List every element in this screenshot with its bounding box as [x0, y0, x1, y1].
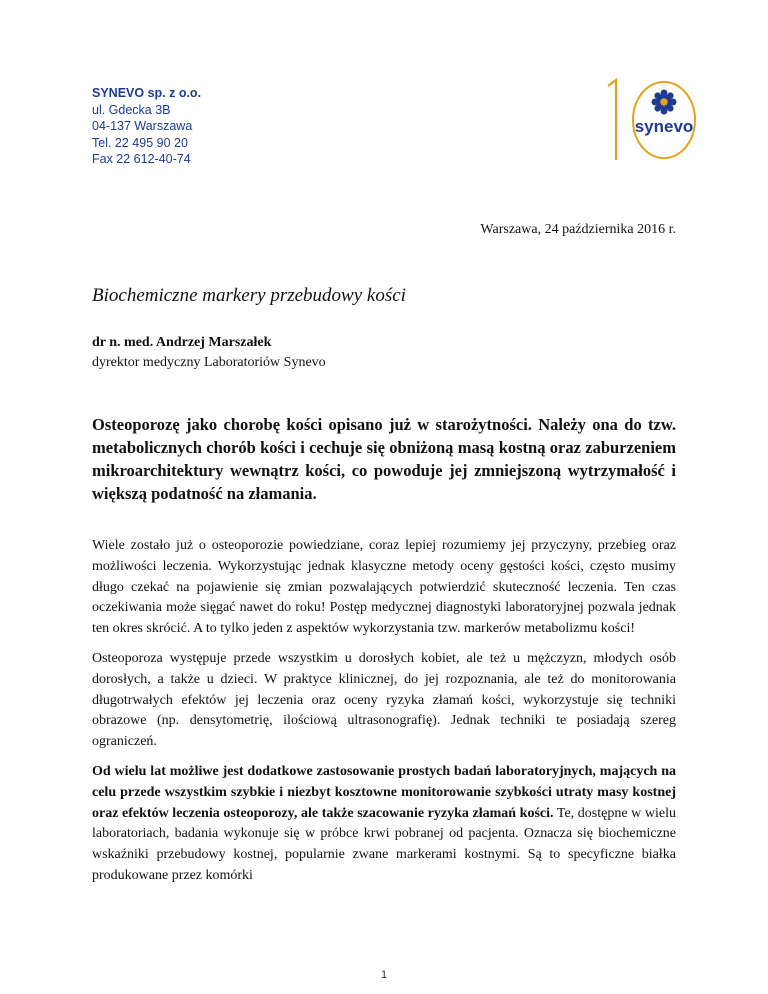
- company-fax: Fax 22 612-40-74: [92, 152, 191, 166]
- author-name: dr n. med. Andrzej Marszałek: [92, 335, 272, 350]
- page-number: 1: [380, 969, 388, 981]
- paragraph-3-bold: Od wielu lat możliwe jest dodatkowe zastosowanie prostych badań laboratoryjnych, mających na celu przede wszystkim szybkie i niezbyt kosztowne monitorowanie szybkości utraty masy kostnej oraz efektów leczenia osteoporozy, ale także szacowanie ryzyka złamań kości.: [92, 763, 676, 821]
- company-street: ul. Gdecka 3B: [92, 102, 171, 117]
- author-role: dyrektor medyczny Laboratoriów Synevo: [92, 355, 326, 370]
- paragraph-2: Osteoporoza występuje przede wszystkim u dorosłych kobiet, ale też u mężczyzn, młodych osób dorosłych, a także u dzieci. W praktyce klinicznej, do jej rozpoznania, ale też do monitorowania długotrwałych efektów jej leczenia oraz oceny ryzyka złamań kości, wykorzystuje się techniki obrazowe (np. densytometrię, ilościową ultrasonografię). Jednak techniki te posiadają szereg ograniczeń.: [92, 650, 676, 750]
- paragraph-3: [92, 762, 676, 887]
- paragraph-1: Wiele zostało już o osteoporozie powiedziane, coraz lepiej rozumiemy jej przyczyny, przebieg oraz możliwości leczenia. Wykorzystując jednak klasyczne metody oceny gęstości kości, często musimy długo czekać na pojawienie się zmian pozwalających potwierdzić skuteczność leczenia. Ten czas oczekiwania może sięgać nawet do roku! Postęp medycznej diagnostyki laboratoryjnej pozwala jednak ten okres skrócić. A to tylko jeden z aspektów wykorzystania tzw. markerów metabolizmu kości!: [92, 538, 676, 637]
- author-block: [92, 333, 326, 373]
- synevo-logo: [598, 78, 698, 163]
- lead-paragraph: Osteoporozę jako chorobę kości opisano już w starożytności. Należy ona do tzw. metabolicznych chorób kości i cechuje się obniżoną masą kostną oraz zaburzeniem mikroarchitektury wewnątrz kości, co powoduje jej zmniejszoną wytrzymałość i większą podatność na złamania.: [92, 415, 676, 503]
- company-phone: Tel. 22 495 90 20: [92, 135, 188, 150]
- paragraph-3-rest: Te, dostępne w wielu laboratoriach, badania wykonuje się w próbce krwi pobranej od pacjenta. Oznacza się biochemiczne wskaźniki przebudowy kostnej, popularnie zwane markerami kostnymi. Są to specyficzne białka produkowane przez komórki: [92, 805, 677, 883]
- company-city: 04-137 Warszawa: [92, 119, 193, 133]
- letterhead: [92, 85, 201, 168]
- article-title: Biochemiczne markery przebudowy kości: [92, 285, 406, 306]
- letter-date: Warszawa, 24 października 2016 r.: [480, 222, 676, 237]
- article-body: [92, 536, 676, 896]
- logo-wordmark: synevo: [634, 117, 694, 136]
- company-name: SYNEVO sp. z o.o.: [92, 86, 202, 100]
